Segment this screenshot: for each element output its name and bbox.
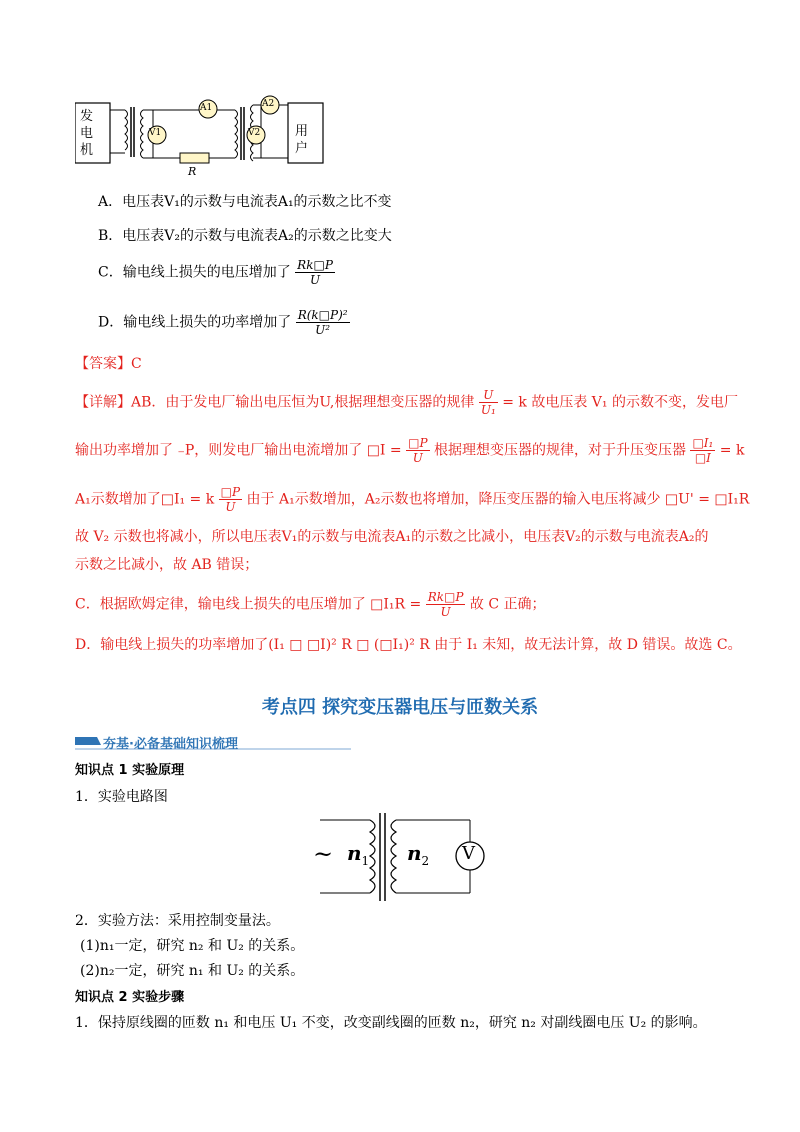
frac-num: U: [479, 388, 498, 403]
detail-line-4: 故 V₂ 示数也将减小，所以电压表V₁的示数与电流表A₁的示数之比减小，电压表V₂的示数与电流表A₂的: [75, 529, 709, 545]
option-c-fraction: [295, 258, 335, 287]
banner-text: 夯基·必备基础知识梳理: [103, 737, 238, 752]
k2-item-1: 1．保持原线圈的匝数 n₁ 和电压 U₁ 不变，改变副线圈的匝数 n₂，研究 n₂ 对副线圈电压 U₂ 的影响。: [75, 1015, 707, 1031]
frac-num: □I₁: [692, 436, 714, 450]
k1-title: 知识点 1 实验原理: [75, 763, 185, 778]
detail-line-1-frac: [479, 388, 498, 417]
option-c-num: Rk□P: [297, 258, 333, 272]
option-b: B．电压表V₂的示数与电流表A₂的示数之比变大: [98, 228, 392, 244]
a2-label: A2: [262, 99, 275, 109]
v1-label: V1: [149, 128, 162, 138]
detail-line-7: D．输电线上损失的功率增加了(I₁ □ □I)² R □ (□I₁)² R 由于 I₁ 未知，故无法计算，故 D 错误。故选 C。: [75, 637, 742, 653]
frac-den: U₁: [480, 403, 496, 417]
detail-line-2-b: 根据理想变压器的规律，对于升压变压器: [433, 442, 686, 459]
detail-line-6-b: 故 C 正确；: [469, 596, 546, 613]
v2-label: V2: [248, 128, 261, 138]
option-d-text: D．输电线上损失的功率增加了: [98, 314, 292, 331]
frac-num: Rk□P: [427, 590, 464, 604]
resistor-label: R: [188, 165, 197, 178]
detail-line-3-a: A₁示数增加了□I₁ = k: [75, 491, 215, 508]
frac-num: □P: [408, 436, 428, 450]
frac-den: U: [440, 605, 451, 619]
detail-line-3-frac: [219, 485, 242, 514]
detail-line-5: 示数之比减小，故 AB 错误；: [75, 557, 259, 573]
detail-line-2-a: 输出功率增加了 ₋P，则发电厂输出电流增加了 □I =: [75, 442, 402, 459]
detail-line-6-frac: [426, 590, 466, 619]
voltmeter-label: V: [462, 843, 475, 864]
detail-line-2-frac2: [690, 436, 715, 465]
frac-den: □I: [694, 451, 711, 465]
n1-letter: n: [347, 841, 362, 865]
k1-item-2: 2．实验方法：采用控制变量法。: [75, 913, 280, 929]
option-d-fraction: [296, 308, 350, 337]
n1-label: [347, 841, 369, 868]
n1-subscript: 1: [361, 854, 370, 868]
option-d: [98, 308, 350, 337]
detail-line-1-b: = k 故电压表 V₁ 的示数不变，发电厂: [502, 394, 738, 411]
detail-line-3: [75, 485, 749, 514]
option-c-den: U: [309, 273, 321, 287]
k1-item-2a: (1)n₁一定，研究 n₂ 和 U₂ 的关系。: [80, 938, 305, 954]
generator-label: 发电机: [80, 109, 94, 158]
detail-line-6-a: C．根据欧姆定律，输电线上损失的电压增加了 □I₁R =: [75, 596, 422, 613]
section-banner: [75, 731, 351, 751]
k1-item-1: 1．实验电路图: [75, 789, 168, 805]
frac-den: U: [225, 500, 236, 514]
n2-letter: n: [407, 841, 422, 865]
answer-line: 【答案】C: [75, 356, 142, 372]
k2-title: 知识点 2 实验步骤: [75, 990, 185, 1005]
option-c-text: C．输电线上损失的电压增加了: [98, 264, 291, 281]
option-d-num: R(k□P)²: [297, 308, 348, 322]
section-title: 考点四 探究变压器电压与匝数关系: [261, 697, 539, 718]
n2-subscript: 2: [421, 854, 430, 868]
detail-line-2-c: = k: [719, 442, 745, 459]
user-label: 用户: [295, 124, 309, 156]
frac-den: U: [412, 451, 423, 465]
detail-line-1-a: 【详解】AB．由于发电厂输出电压恒为U,根据理想变压器的规律: [75, 394, 475, 411]
detail-line-1: [75, 388, 738, 417]
detail-line-6: [75, 590, 546, 619]
option-c: [98, 258, 335, 287]
option-d-den: U²: [315, 323, 331, 337]
detail-line-2: [75, 436, 744, 465]
detail-line-2-frac: [406, 436, 429, 465]
k1-item-2b: (2)n₂一定，研究 n₁ 和 U₂ 的关系。: [80, 963, 305, 979]
option-a: A．电压表V₁的示数与电流表A₁的示数之比不变: [98, 194, 392, 210]
a1-label: A1: [200, 103, 213, 113]
ac-source-symbol: ~: [313, 840, 334, 868]
n2-label: [407, 841, 429, 868]
detail-line-3-b: 由于 A₁示数增加，A₂示数也将增加，降压变压器的输入电压将减少 □U' = □I₁R: [246, 491, 750, 508]
frac-num: □P: [220, 485, 241, 499]
